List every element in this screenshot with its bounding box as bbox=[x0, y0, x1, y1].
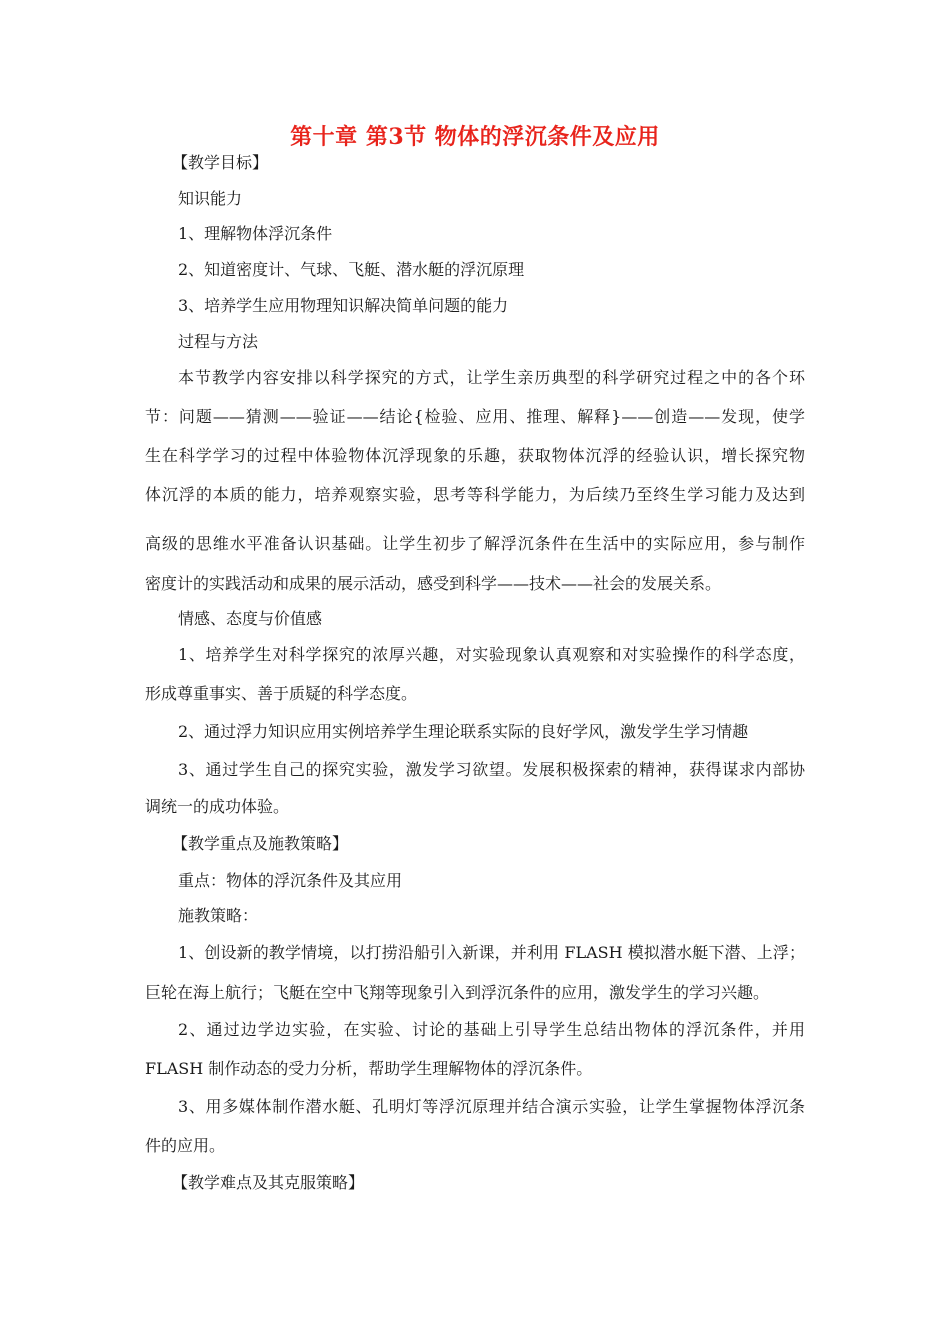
strategy-item-continued: 巨轮在海上航行；飞艇在空中飞翔等现象引入到浮沉条件的应用，激发学生的学习兴趣。 bbox=[145, 983, 770, 1002]
section-heading-difficulty: 【教学难点及其克服策略】 bbox=[172, 1173, 365, 1192]
paragraph-line: 本节教学内容安排以科学探究的方式，让学生亲历典型的科学研究过程之中的各个环 bbox=[178, 368, 805, 387]
strategy-item: 3、用多媒体制作潜水艇、孔明灯等浮沉原理并结合演示实验，让学生掌握物体浮沉条 bbox=[178, 1097, 805, 1116]
paragraph-line: 高级的思维水平准备认识基础。让学生初步了解浮沉条件在生活中的实际应用，参与制作 bbox=[145, 534, 805, 553]
strategy-heading: 施教策略： bbox=[178, 906, 259, 925]
strategy-item: 2、通过边学边实验，在实验、讨论的基础上引导学生总结出物体的浮沉条件，并用 bbox=[178, 1020, 805, 1039]
paragraph-line: 生在科学学习的过程中体验物体沉浮现象的乐趣，获取物体沉浮的经验认识，增长探究物 bbox=[145, 446, 805, 465]
knowledge-item: 3、培养学生应用物理知识解决简单问题的能力 bbox=[178, 296, 509, 315]
knowledge-item: 1、理解物体浮沉条件 bbox=[178, 224, 333, 243]
emotion-item: 1、培养学生对科学探究的浓厚兴趣，对实验现象认真观察和对实验操作的科学态度， bbox=[178, 645, 805, 664]
subheading-knowledge: 知识能力 bbox=[178, 189, 243, 208]
knowledge-item: 2、知道密度计、气球、飞艇、潜水艇的浮沉原理 bbox=[178, 260, 525, 279]
subheading-emotion: 情感、态度与价值感 bbox=[178, 609, 323, 628]
section-heading-key-points: 【教学重点及施教策略】 bbox=[172, 834, 349, 853]
strategy-item: 1、创设新的教学情境，以打捞沿船引入新课，并利用 FLASH 模拟潜水艇下潜、上浮； bbox=[178, 943, 805, 962]
subheading-process: 过程与方法 bbox=[178, 332, 259, 351]
emotion-item-continued: 形成尊重事实、善于质疑的科学态度。 bbox=[145, 684, 418, 703]
paragraph-line: 体沉浮的本质的能力，培养观察实验，思考等科学能力，为后续乃至终生学习能力及达到 bbox=[145, 485, 805, 504]
section-heading-goals: 【教学目标】 bbox=[172, 153, 269, 172]
strategy-item-continued: FLASH 制作动态的受力分析，帮助学生理解物体的浮沉条件。 bbox=[145, 1059, 593, 1078]
focus-text: 重点：物体的浮沉条件及其应用 bbox=[178, 871, 403, 890]
emotion-item: 2、通过浮力知识应用实例培养学生理论联系实际的良好学风，激发学生学习情趣 bbox=[178, 722, 749, 741]
paragraph-line: 密度计的实践活动和成果的展示活动，感受到科学——技术——社会的发展关系。 bbox=[145, 574, 722, 593]
strategy-item-continued: 件的应用。 bbox=[145, 1136, 226, 1155]
paragraph-line: 节：问题——猜测——验证——结论{检验、应用、推理、解释}——创造——发现，使学 bbox=[145, 407, 805, 426]
page-title: 第十章 第3节 物体的浮沉条件及应用 bbox=[290, 124, 660, 150]
emotion-item-continued: 调统一的成功体验。 bbox=[145, 797, 290, 816]
emotion-item: 3、通过学生自己的探究实验，激发学习欲望。发展积极探索的精神，获得谋求内部协 bbox=[178, 760, 805, 779]
